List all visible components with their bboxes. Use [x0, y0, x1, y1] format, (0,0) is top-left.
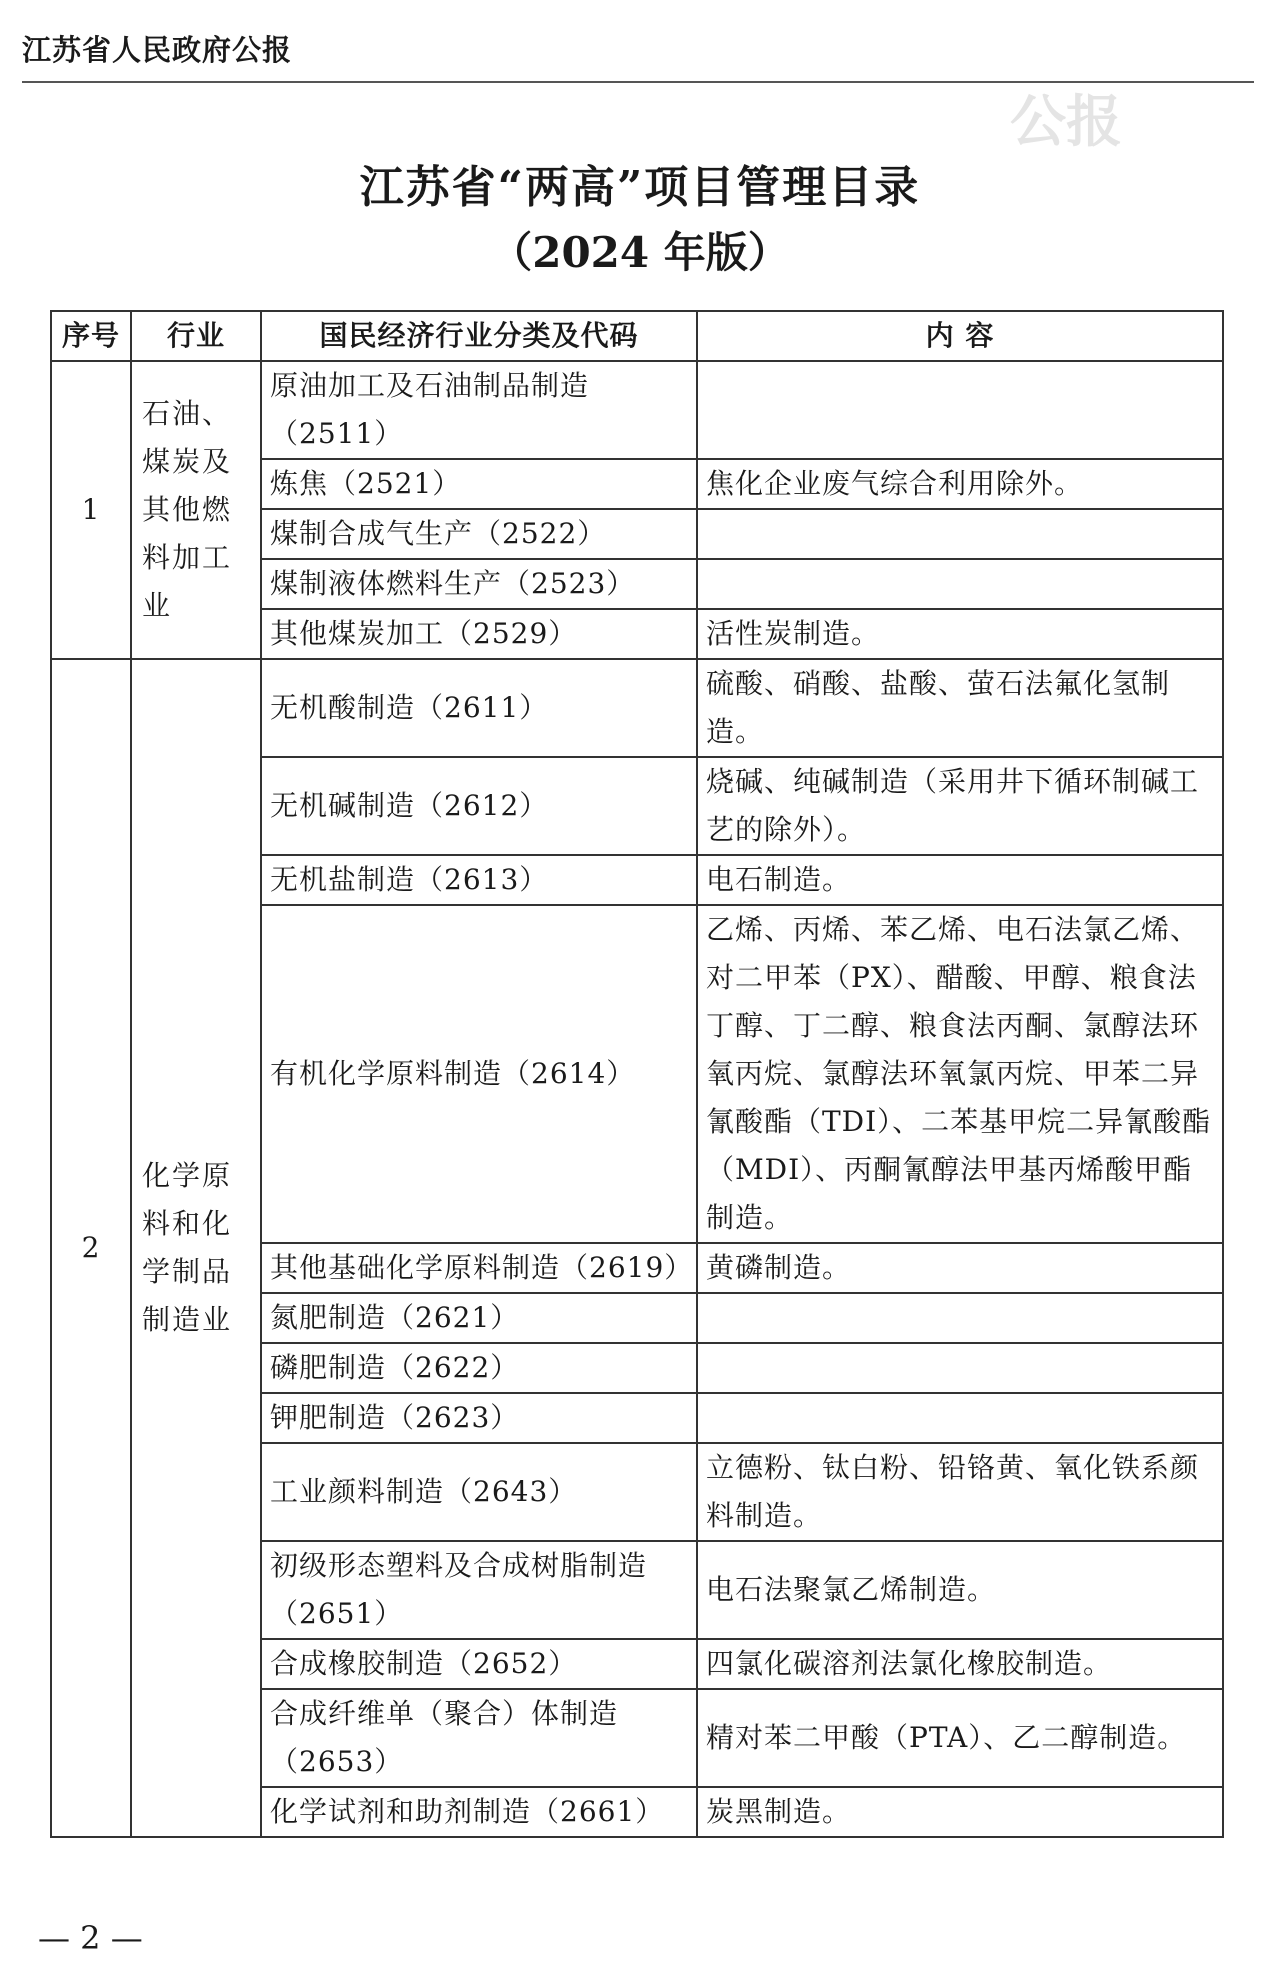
content-cell: 立德粉、钛白粉、铅铬黄、氧化铁系颜料制造。: [697, 1443, 1223, 1541]
catalog-table: [50, 310, 1224, 1838]
industry-category-code: 煤制液体燃料生产（2523）: [261, 559, 697, 609]
row-number: 1: [51, 361, 131, 659]
industry-category-code: 化学试剂和助剂制造（2661）: [261, 1787, 697, 1837]
industry-category-code: 合成纤维单（聚合）体制造（2653）: [261, 1689, 697, 1787]
row-number: 2: [51, 659, 131, 1837]
content-cell: 电石法聚氯乙烯制造。: [697, 1541, 1223, 1639]
table-row: [51, 361, 1223, 459]
col-header-industry: 行业: [131, 311, 261, 361]
industry-category-code: 合成橡胶制造（2652）: [261, 1639, 697, 1689]
industry-category-code: 磷肥制造（2622）: [261, 1343, 697, 1393]
document-edition: （2024 年版）: [490, 228, 790, 277]
content-cell: [697, 1293, 1223, 1343]
watermark: 公报: [1010, 89, 1122, 155]
industry-category-code: 氮肥制造（2621）: [261, 1293, 697, 1343]
table-row: [51, 659, 1223, 757]
industry-category-code: 初级形态塑料及合成树脂制造（2651）: [261, 1541, 697, 1639]
content-cell: [697, 559, 1223, 609]
industry-category-code: 其他基础化学原料制造（2619）: [261, 1243, 697, 1293]
content-cell: 焦化企业废气综合利用除外。: [697, 459, 1223, 509]
publication-header: 江苏省人民政府公报: [22, 33, 293, 67]
col-header-content: 内 容: [697, 311, 1223, 361]
industry-category-code: 无机碱制造（2612）: [261, 757, 697, 855]
industry-category-code: 工业颜料制造（2643）: [261, 1443, 697, 1541]
industry-category-code: 原油加工及石油制品制造（2511）: [261, 361, 697, 459]
industry-category-code: 无机盐制造（2613）: [261, 855, 697, 905]
content-cell: 炭黑制造。: [697, 1787, 1223, 1837]
content-cell: 硫酸、硝酸、盐酸、萤石法氟化氢制造。: [697, 659, 1223, 757]
industry-name: 石油、煤炭及其他燃料加工业: [131, 361, 261, 659]
content-cell: 四氯化碳溶剂法氯化橡胶制造。: [697, 1639, 1223, 1689]
industry-category-code: 其他煤炭加工（2529）: [261, 609, 697, 659]
content-cell: [697, 509, 1223, 559]
content-cell: 黄磷制造。: [697, 1243, 1223, 1293]
industry-category-code: 煤制合成气生产（2522）: [261, 509, 697, 559]
content-cell: [697, 1393, 1223, 1443]
content-cell: 电石制造。: [697, 855, 1223, 905]
content-cell: [697, 361, 1223, 459]
industry-category-code: 有机化学原料制造（2614）: [261, 905, 697, 1243]
content-cell: 精对苯二甲酸（PTA）、乙二醇制造。: [697, 1689, 1223, 1787]
document-title: 江苏省“两高”项目管理目录: [359, 162, 921, 213]
content-cell: 活性炭制造。: [697, 609, 1223, 659]
header-rule: [22, 81, 1254, 83]
industry-name: 化学原料和化学制品制造业: [131, 659, 261, 1837]
content-cell: [697, 1343, 1223, 1393]
content-cell: 烧碱、纯碱制造（采用井下循环制碱工艺的除外）。: [697, 757, 1223, 855]
content-cell: 乙烯、丙烯、苯乙烯、电石法氯乙烯、对二甲苯（PX）、醋酸、甲醇、粮食法丁醇、丁二醇、粮食法丙酮、氯醇法环氧丙烷、氯醇法环氧氯丙烷、甲苯二异氰酸酯（TDI）、二苯基甲烷二异氰酸酯（MDI）、丙酮氰醇法甲基丙烯酸甲酯制造。: [697, 905, 1223, 1243]
industry-category-code: 无机酸制造（2611）: [261, 659, 697, 757]
table-header-row: [51, 311, 1223, 361]
industry-category-code: 钾肥制造（2623）: [261, 1393, 697, 1443]
page-number: — 2 —: [38, 1919, 143, 1957]
col-header-no: 序号: [51, 311, 131, 361]
industry-category-code: 炼焦（2521）: [261, 459, 697, 509]
col-header-category: 国民经济行业分类及代码: [261, 311, 697, 361]
